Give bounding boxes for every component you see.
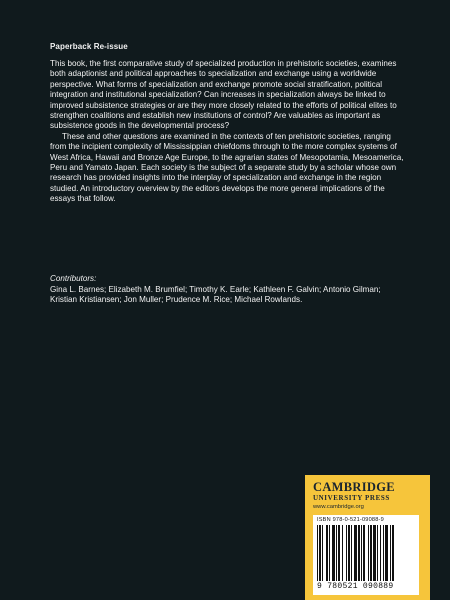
isbn-text: ISBN 978-0-521-09088-9 [317,517,384,523]
contributors-label: Contributors: [50,274,97,283]
reissue-heading: Paperback Re-issue [50,42,128,51]
blurb-paragraph-1: This book, the first comparative study of specialized production in prehistoric societies, examines both adaptionist and political approaches to specialization and exchange using a worldwide perspective. What forms of specialization and exchange promote social stratification, political integration and institutional specialization? Can increases in specialization always be linked to improved subsistence strategies or are they more closely related to the efforts of political elites to strengthen coalitions and establish new institutions of control? Are valuables as important as subsistence goods in the developmental process? [50,59,397,131]
blurb-text [50,59,405,205]
barcode-icon [317,525,415,583]
contributors-list: Gina L. Barnes; Elizabeth M. Brumfiel; Timothy K. Earle; Kathleen F. Galvin; Antonio Gilman; Kristian Kristiansen; Jon Muller; Prudence M. Rice; Michael Rowlands. [50,285,381,305]
publisher-url: www.cambridge.org [313,504,364,510]
blurb-paragraph-2: These and other questions are examined in the contexts of ten prehistoric societies, ranging from the incipient complexity of Mississippian chiefdoms through to the more complex systems of West Africa, Hawaii and Bronze Age Europe, to the agrarian states of Mesopotamia, Mesoamerica, Peru and Yamato Japan. Each society is the subject of a separate study by a scholar whose own research has provided insights into the interplay of specialization and exchange in the region studied. An introductory overview by the editors develops the more general implications of the essays that follow. [50,131,404,204]
barcode-panel [313,515,419,595]
publisher-press: UNIVERSITY PRESS [313,494,390,502]
barcode-digits: 9 780521 090889 [317,582,394,591]
publisher-box [305,475,430,600]
publisher-name: CAMBRIDGE [313,480,395,494]
